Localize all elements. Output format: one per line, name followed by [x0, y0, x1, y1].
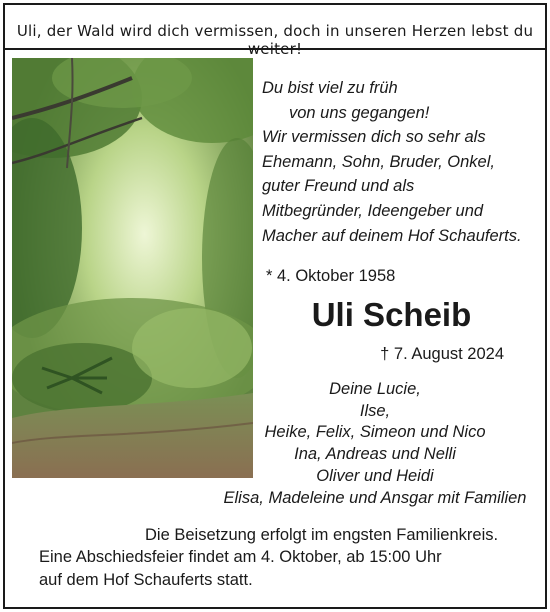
mourner-line: Oliver und Heidi [316, 466, 434, 485]
notice-line: Die Beisetzung erfolgt im engsten Familienkreis. [145, 526, 499, 544]
birth-date: * 4. Oktober 1958 [266, 267, 396, 285]
verse-line: Du bist viel zu früh [262, 79, 398, 97]
mourners-list [160, 379, 550, 509]
funeral-notice [0, 524, 550, 591]
death-date: † 7. August 2024 [380, 345, 504, 363]
verse-line: Wir vermissen dich so sehr als [262, 128, 486, 147]
verse-line: Ehemann, Sohn, Bruder, Onkel, [262, 152, 495, 171]
mourner-line: Ina, Andreas und Nelli [294, 445, 456, 464]
verse-line: Macher auf deinem Hof Schauferts. [262, 226, 522, 245]
verse-line: Mitbegründer, Ideengeber und [262, 201, 484, 220]
mourner-line: Heike, Felix, Simeon und Nico [264, 423, 486, 442]
notice-line: auf dem Hof Schauferts statt. [39, 570, 253, 589]
header-divider [5, 48, 545, 50]
deceased-name: Uli Scheib [311, 296, 472, 333]
verse-line: von uns gegangen! [289, 103, 430, 122]
mourner-line: Deine Lucie, [329, 380, 421, 398]
tagline: Uli, der Wald wird dich vermissen, doch in unseren Herzen lebst du weiter! [16, 22, 534, 58]
memorial-verse [262, 76, 522, 248]
mourner-line: Ilse, [359, 401, 391, 420]
verse-line: guter Freund und als [262, 177, 415, 196]
mourner-line: Elisa, Madeleine und Ansgar mit Familien [223, 488, 527, 507]
notice-line: Eine Abschiedsfeier findet am 4. Oktober, ab 15:00 Uhr [39, 548, 442, 567]
